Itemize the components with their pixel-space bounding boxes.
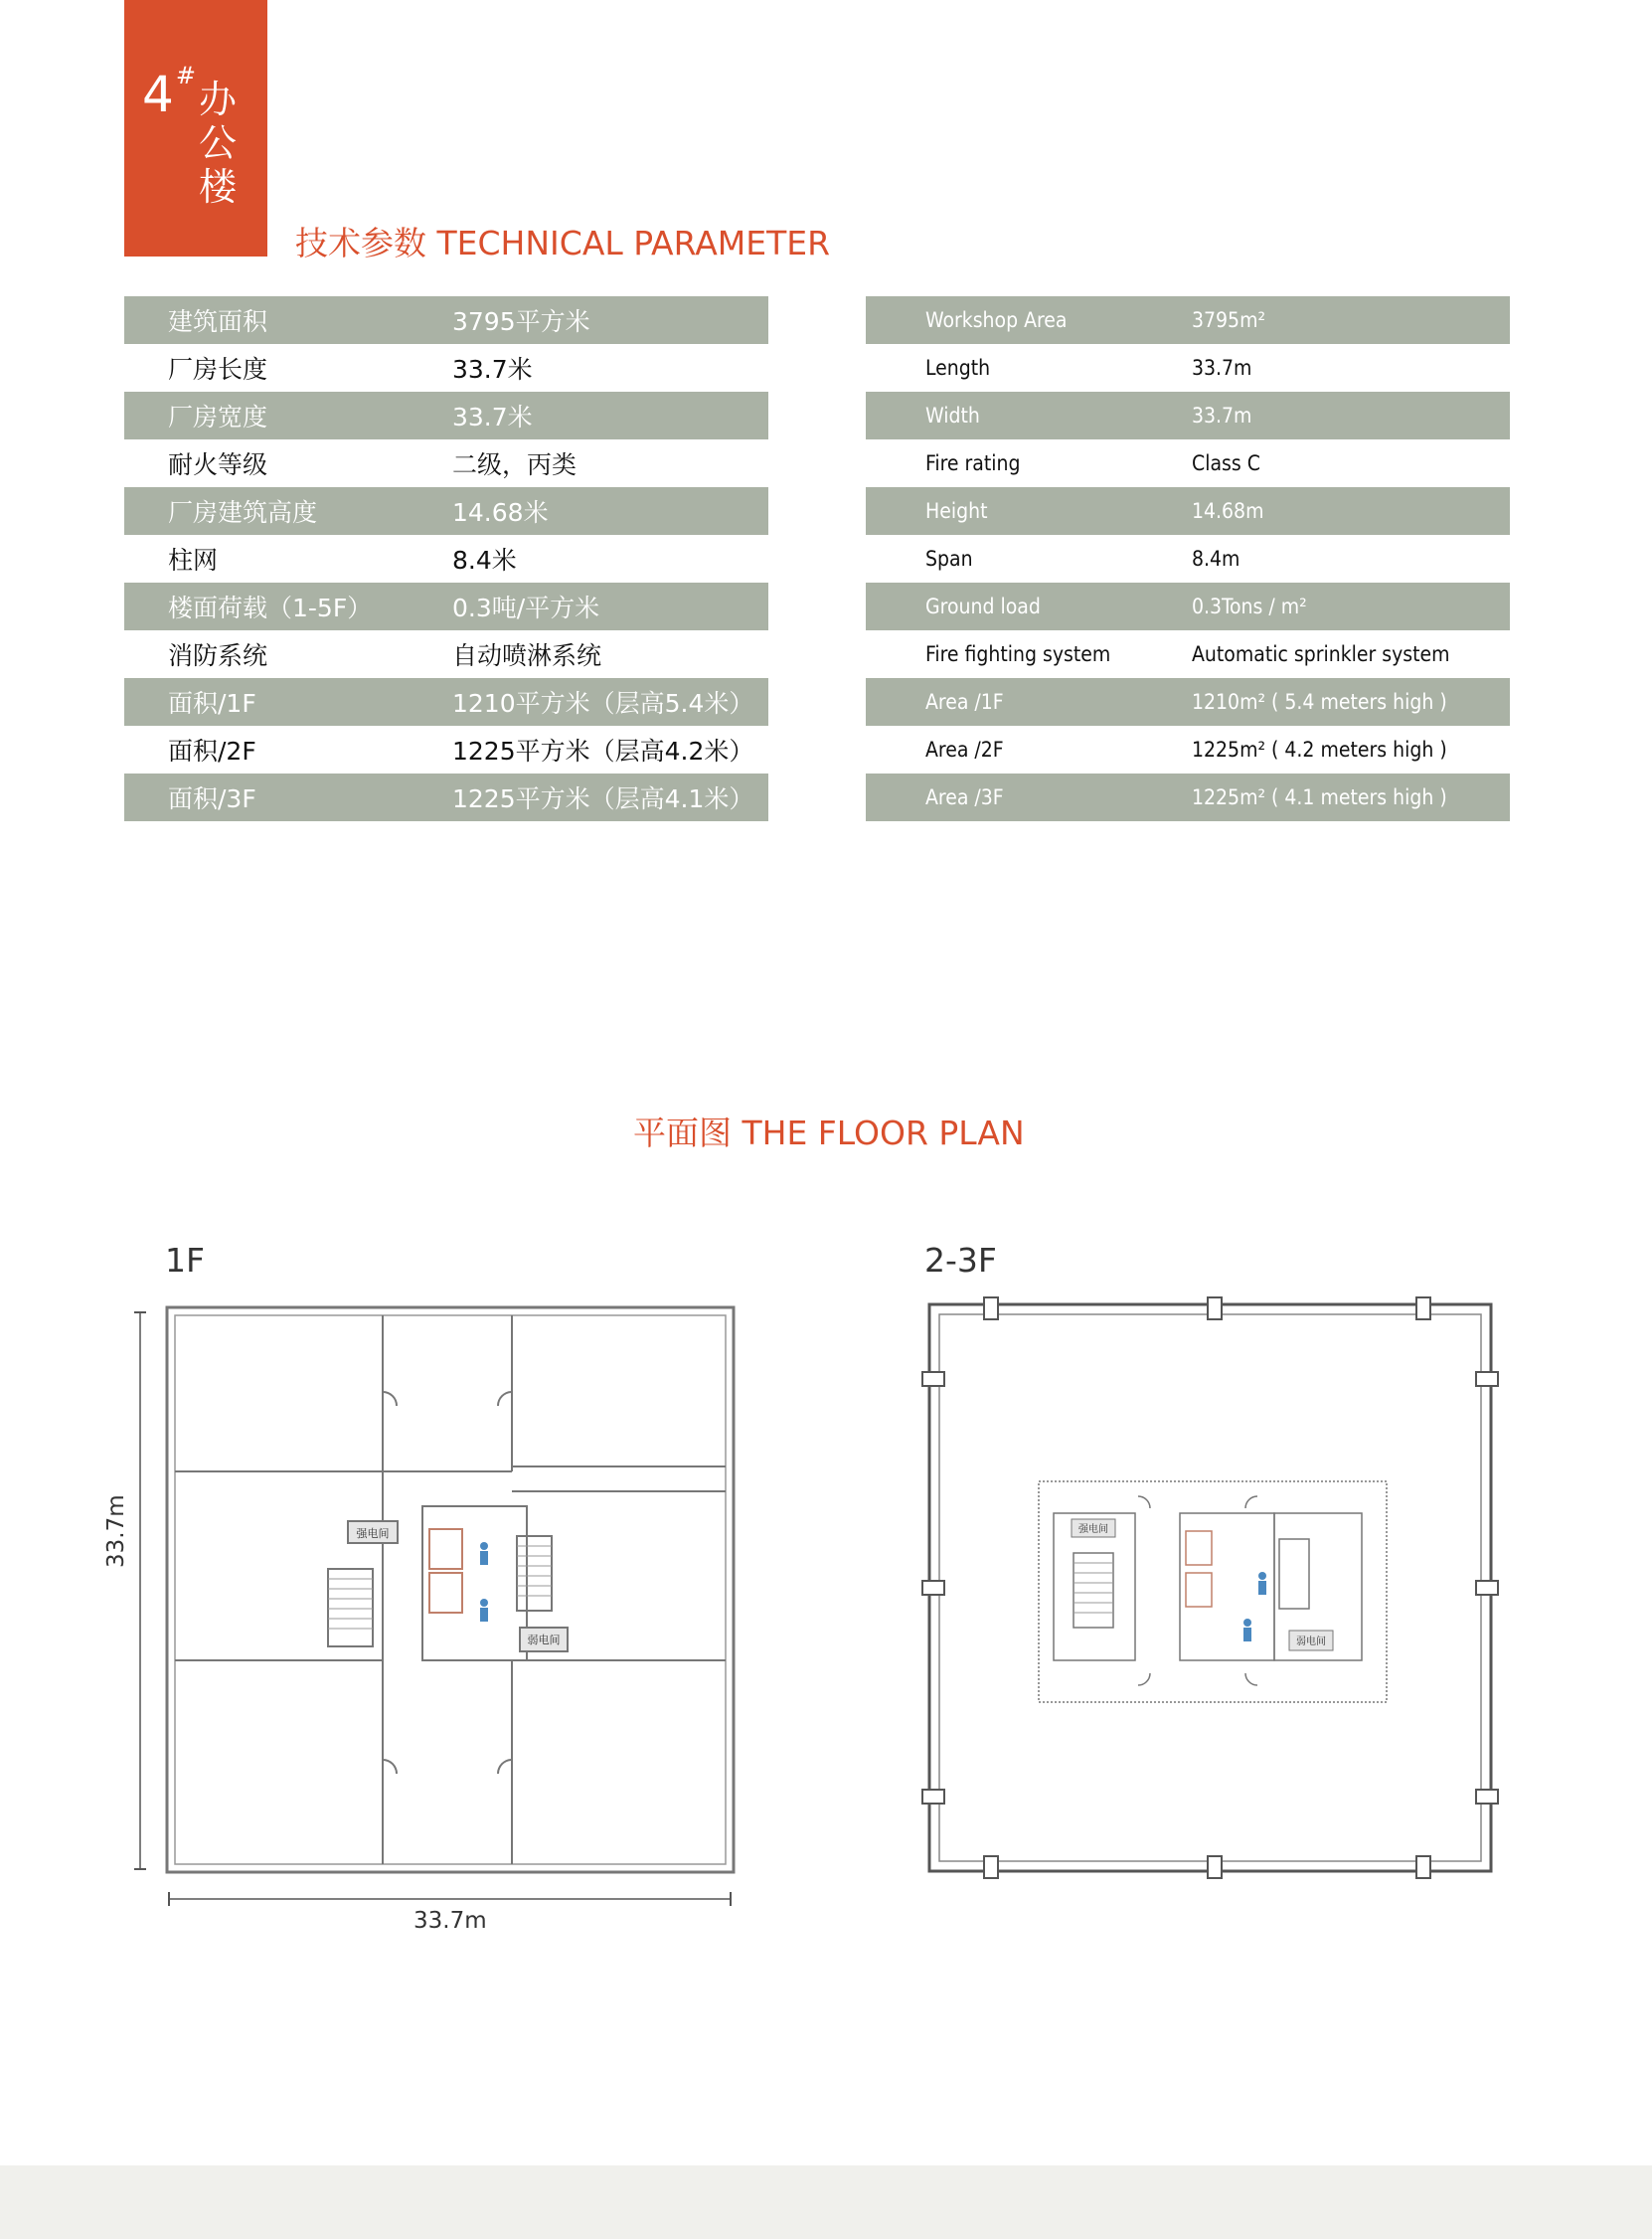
table-row <box>866 774 1510 821</box>
table-row <box>124 678 768 726</box>
param-value: 33.7m <box>1192 344 1510 392</box>
param-label: 厂房宽度 <box>124 392 452 439</box>
table-row <box>124 296 768 344</box>
table-row <box>124 630 768 678</box>
number-mark: # <box>175 62 196 89</box>
building-type-char: 公 <box>198 121 237 165</box>
param-value: 0.3吨/平方米 <box>452 583 768 630</box>
param-label: Height <box>866 487 1192 535</box>
param-value: 33.7米 <box>452 392 768 439</box>
param-value: Automatic sprinkler system <box>1192 630 1510 678</box>
param-label: Area /1F <box>866 678 1192 726</box>
table-row <box>124 439 768 487</box>
param-label: Length <box>866 344 1192 392</box>
param-value: 1225m² ( 4.2 meters high ) <box>1192 726 1510 774</box>
param-value: Class C <box>1192 439 1510 487</box>
parameter-table-cn <box>124 296 768 821</box>
param-label: Span <box>866 535 1192 583</box>
building-badge <box>124 0 267 257</box>
param-label: Fire rating <box>866 439 1192 487</box>
table-row <box>866 678 1510 726</box>
param-value: 1225m² ( 4.1 meters high ) <box>1192 774 1510 821</box>
param-label: Ground load <box>866 583 1192 630</box>
room-label: 强电间 <box>1078 1524 1108 1535</box>
param-label: 面积/2F <box>124 726 452 774</box>
param-value: 33.7米 <box>452 344 768 392</box>
plan-label-1f: 1F <box>165 1241 205 1280</box>
table-row <box>866 726 1510 774</box>
param-value: 14.68m <box>1192 487 1510 535</box>
param-label: Area /3F <box>866 774 1192 821</box>
param-label: Workshop Area <box>866 296 1192 344</box>
param-value: 1225平方米（层高4.2米） <box>452 726 768 774</box>
param-value: 3795平方米 <box>452 296 768 344</box>
param-label: 楼面荷载（1-5F） <box>124 583 452 630</box>
param-label: 面积/3F <box>124 774 452 821</box>
param-value: 二级，丙类 <box>452 439 768 487</box>
param-value: 0.3Tons / m² <box>1192 583 1510 630</box>
floor-plan-1f <box>124 1292 760 1929</box>
param-value: 14.68米 <box>452 487 768 535</box>
param-value: 1210m² ( 5.4 meters high ) <box>1192 678 1510 726</box>
building-number: 4# <box>142 62 196 123</box>
param-label: 柱网 <box>124 535 452 583</box>
floor-plan-title: 平面图 THE FLOOR PLAN <box>633 1114 1025 1152</box>
table-row <box>866 630 1510 678</box>
technical-parameter-title: 技术参数 TECHNICAL PARAMETER <box>295 224 831 262</box>
room-label: 弱电间 <box>1296 1636 1326 1647</box>
table-row <box>124 487 768 535</box>
param-label: 消防系统 <box>124 630 452 678</box>
param-label: Fire fighting system <box>866 630 1192 678</box>
table-row <box>866 535 1510 583</box>
table-row <box>866 439 1510 487</box>
room-label: 弱电间 <box>527 1634 561 1646</box>
param-value: 8.4米 <box>452 535 768 583</box>
height-dimension: 33.7m <box>103 1494 129 1568</box>
param-label: 建筑面积 <box>124 296 452 344</box>
building-type-char: 办 <box>198 78 237 121</box>
plan-label-2-3f: 2-3F <box>924 1241 997 1280</box>
table-row <box>866 344 1510 392</box>
page-footer-band <box>0 2165 1652 2239</box>
table-row <box>124 344 768 392</box>
table-row <box>866 583 1510 630</box>
table-row <box>866 296 1510 344</box>
param-label: Width <box>866 392 1192 439</box>
table-row <box>124 535 768 583</box>
building-type <box>198 78 238 209</box>
table-row <box>124 392 768 439</box>
param-value: 8.4m <box>1192 535 1510 583</box>
param-value: 3795m² <box>1192 296 1510 344</box>
room-label: 强电间 <box>356 1527 390 1540</box>
table-row <box>866 392 1510 439</box>
param-value: 1210平方米（层高5.4米） <box>452 678 768 726</box>
param-value: 33.7m <box>1192 392 1510 439</box>
parameter-table-en <box>866 296 1510 821</box>
building-type-char: 楼 <box>198 165 237 209</box>
param-value: 1225平方米（层高4.1米） <box>452 774 768 821</box>
param-label: 面积/1F <box>124 678 452 726</box>
table-row <box>866 487 1510 535</box>
floor-plan-2-3f <box>919 1292 1506 1889</box>
width-dimension: 33.7m <box>413 1908 487 1934</box>
table-row <box>124 583 768 630</box>
param-label: 厂房建筑高度 <box>124 487 452 535</box>
table-row <box>124 726 768 774</box>
param-value: 自动喷淋系统 <box>452 630 768 678</box>
param-label: Area /2F <box>866 726 1192 774</box>
table-row <box>124 774 768 821</box>
param-label: 耐火等级 <box>124 439 452 487</box>
param-label: 厂房长度 <box>124 344 452 392</box>
